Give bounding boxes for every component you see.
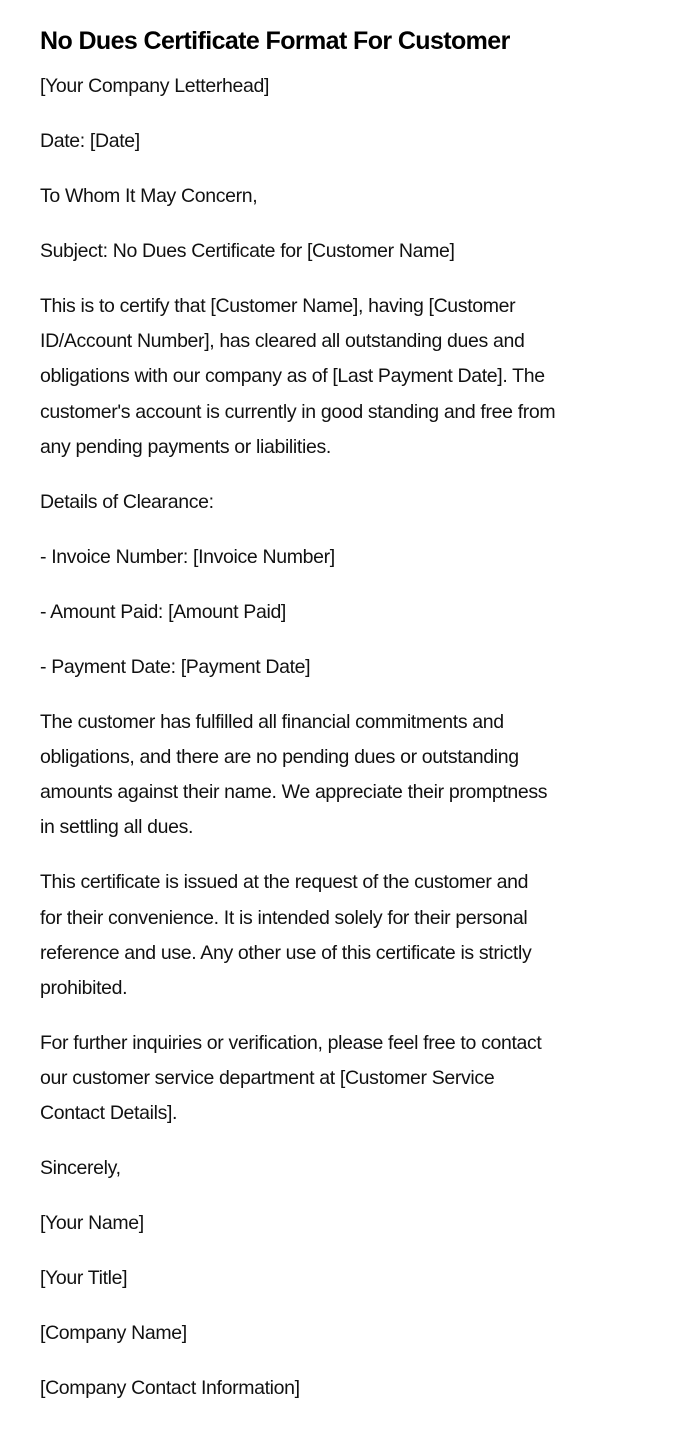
salutation: To Whom It May Concern, bbox=[40, 185, 258, 207]
paragraph-line: our customer service department at [Customer Service bbox=[40, 1067, 495, 1090]
date-line: Date: [Date] bbox=[40, 130, 140, 152]
certification-paragraph bbox=[40, 289, 660, 465]
paragraph-line: any pending payments or liabilities. bbox=[40, 435, 331, 458]
signature-title: [Your Title] bbox=[40, 1267, 128, 1290]
detail-invoice-number: - Invoice Number: [Invoice Number] bbox=[40, 545, 335, 568]
paragraph-line: for their convenience. It is intended solely for their personal bbox=[40, 906, 528, 929]
document-title: No Dues Certificate Format For Customer bbox=[40, 27, 510, 55]
subject-line: Subject: No Dues Certificate for [Customer Name] bbox=[40, 240, 455, 262]
closing: Sincerely, bbox=[40, 1157, 121, 1180]
paragraph-line: reference and use. Any other use of this certificate is strictly bbox=[40, 941, 532, 964]
paragraph-line: Contact Details]. bbox=[40, 1102, 178, 1125]
paragraph-line: This certificate is issued at the request of the customer and bbox=[40, 871, 529, 894]
fulfillment-paragraph bbox=[40, 705, 660, 846]
paragraph-line: customer's account is currently in good standing and free from bbox=[40, 400, 556, 423]
signature-contact: [Company Contact Information] bbox=[40, 1377, 300, 1400]
paragraph-line: in settling all dues. bbox=[40, 816, 194, 839]
paragraph-line: This is to certify that [Customer Name], having [Customer bbox=[40, 295, 516, 317]
detail-amount-paid: - Amount Paid: [Amount Paid] bbox=[40, 600, 287, 623]
paragraph-line: obligations, and there are no pending dues or outstanding bbox=[40, 746, 519, 769]
inquiries-paragraph bbox=[40, 1026, 660, 1132]
details-heading: Details of Clearance: bbox=[40, 490, 214, 513]
letterhead-placeholder: [Your Company Letterhead] bbox=[40, 75, 270, 97]
paragraph-line: amounts against their name. We appreciate their promptness bbox=[40, 781, 548, 804]
paragraph-line: prohibited. bbox=[40, 977, 128, 1000]
paragraph-line: The customer has fulfilled all financial commitments and bbox=[40, 710, 504, 733]
certificate-document bbox=[40, 22, 660, 1426]
paragraph-line: For further inquiries or verification, please feel free to contact bbox=[40, 1032, 542, 1055]
paragraph-line: obligations with our company as of [Last Payment Date]. The bbox=[40, 365, 545, 388]
signature-name: [Your Name] bbox=[40, 1212, 144, 1235]
paragraph-line: ID/Account Number], has cleared all outstanding dues and bbox=[40, 330, 525, 353]
signature-company: [Company Name] bbox=[40, 1322, 187, 1345]
usage-paragraph bbox=[40, 865, 660, 1006]
detail-payment-date: - Payment Date: [Payment Date] bbox=[40, 655, 311, 678]
